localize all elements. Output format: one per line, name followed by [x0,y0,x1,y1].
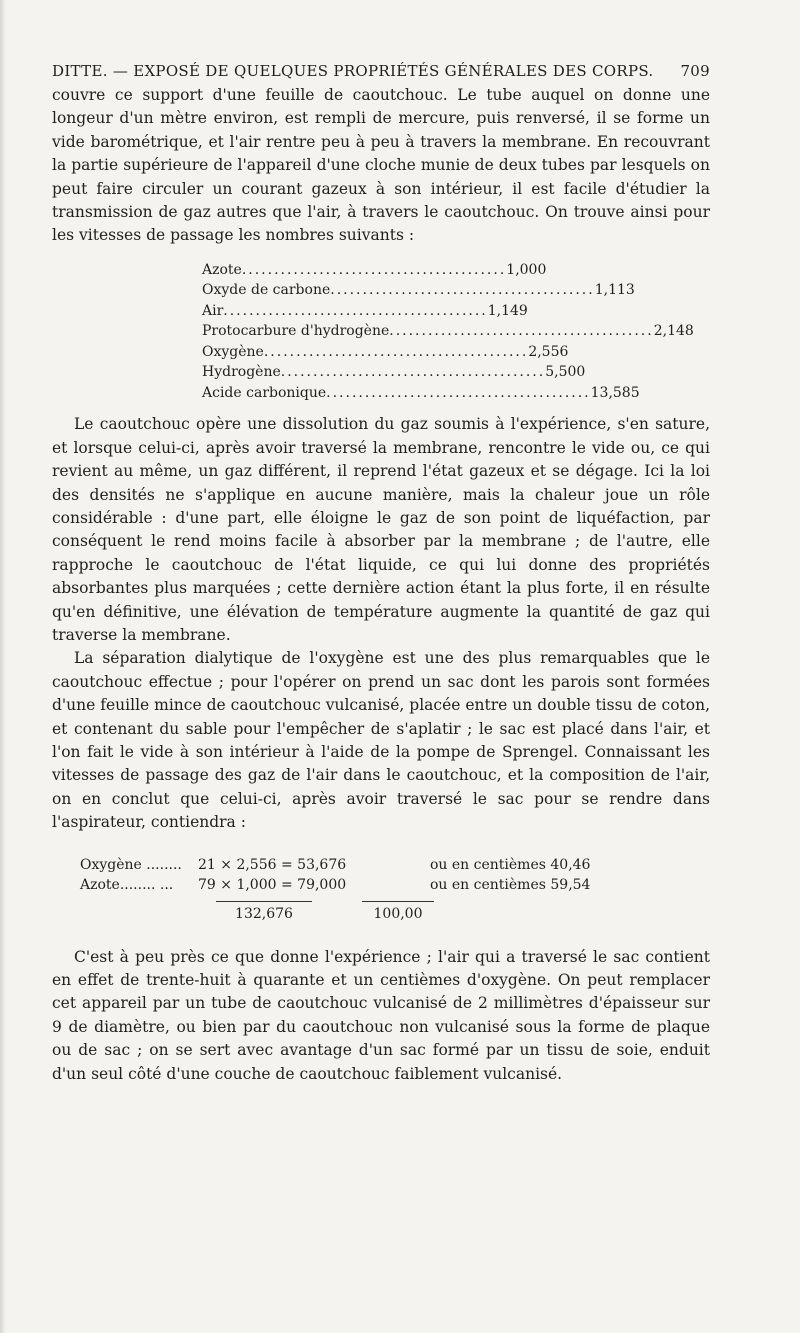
gas-name: Oxygène ........ [80,856,182,873]
page-number: 709 [680,62,710,80]
calculation: 79 × 1,000 = 79,000 [198,876,347,893]
running-title: DITTE. — EXPOSÉ DE QUELQUES PROPRIÉTÉS GÉNÉRALES DES CORPS. [52,62,654,80]
gas-name: Azote........ ... [80,876,174,893]
book-page [52,62,710,1086]
gas-name: Acide carbonique [202,384,327,401]
gas-name: Oxygène [202,343,264,360]
gas-name: Protocarbure d'hydrogène [202,323,390,340]
gas-speed: 13,585 [590,384,640,401]
gas-speeds-table [202,260,694,404]
table-row: Oxygène ......................................... 2,556 [202,342,522,363]
gas-name: Air [202,302,224,319]
table-row [80,875,700,895]
total-percentage: 100,00 [362,901,434,924]
table-row: Hydrogène ......................................... 5,500 [202,362,522,383]
paragraph-4: C'est à peu près ce que donne l'expérience ; l'air qui a traversé le sac contient en effet de trente-huit à quarante et un centièmes d'oxygène. On peut remplacer cet appareil par un tube de caoutchouc vulcanisé de 2 millimètres d'épaisseur sur 9 de diamètre, ou bien par du caoutchouc non vulcanisé sous la forme de plaque ou de sac ; on se sert avec avantage d'un sac formé par un tissu de soie, enduit d'un seul côté d'une couche de caoutchouc faiblement vulcanisé. [52,947,710,1083]
table-row: Acide carbonique ......................................... 13,585 [202,383,522,404]
paragraph-2: Le caoutchouc opère une dissolution du gaz soumis à l'expérience, s'en sature, et lorsque celui-ci, après avoir traversé la membrane, rencontre le vide ou, ce qui revient au même, un gaz différent, il reprend l'état gazeux et se dégage. Ici la loi des densités ne s'applique en aucune manière, mais la chaleur joue un rôle considérable : d'une part, elle éloigne le gaz de son point de liquéfaction, par conséquent le rend moins facile à absorber par la membrane ; de l'autre, elle rapproche le caoutchouc de l'état liquide, ce qui lui donne des propriétés absorbantes plus marquées ; cette dernière action étant la plus forte, il en résulte qu'en définitive, une élévation de température augmente la quantité de gaz qui traverse la membrane. [52,415,710,644]
table-row: Protocarbure d'hydrogène ......................................... 2,148 [202,321,522,342]
page-edge-shadow [0,0,6,1333]
table-row: Oxyde de carbone ......................................... 1,113 [202,280,522,301]
paragraph-1: couvre ce support d'une feuille de caoutchouc. Le tube auquel on donne une longeur d'un mètre environ, est rempli de mercure, puis renversé, il se forme un vide barométrique, et l'air rentre peu à peu à travers la membrane. En recouvrant la partie supérieure de l'appareil d'une cloche munie de deux tubes par lesquels on peut faire circuler un courant gazeux à son intérieur, il est facile d'étudier la transmission de gaz autres que l'air, à travers le caoutchouc. On trouve ainsi pour les vitesses de passage les nombres suivants : [52,86,710,245]
table-row [80,855,700,875]
paragraph-3: La séparation dialytique de l'oxygène est une des plus remarquables que le caoutchouc effectue ; pour l'opérer on prend un sac dont les parois sont formées d'une feuille mince de caoutchouc vulcanisé, placée entre un double tissu de coton, et contenant du sable pour l'empêcher de s'aplatir ; le sac est placé dans l'air, et l'on fait le vide à son intérieur à l'aide de la pompe de Sprengel. Connaissant les vitesses de passage des gaz de l'air dans le caoutchouc, et la composition de l'air, on en conclut que celui-ci, après avoir traversé le sac pour se rendre dans l'aspirateur, contiendra : [52,649,710,832]
percentage: ou en centièmes 59,54 [430,876,591,893]
air-composition-table [80,855,700,924]
total-calculation: 132,676 [216,901,312,924]
gas-speed: 2,556 [528,343,569,360]
running-header [52,62,710,80]
gas-name: Oxyde de carbone [202,282,331,299]
gas-speed: 1,113 [594,282,635,299]
table-row: Azote ......................................... 1,000 [202,260,522,281]
percentage: ou en centièmes 40,46 [430,856,591,873]
gas-speed: 5,500 [545,364,586,381]
calculation: 21 × 2,556 = 53,676 [198,856,347,873]
table-row: Air ......................................... 1,149 [202,301,522,322]
gas-speed: 1,149 [487,302,528,319]
gas-speed: 2,148 [653,323,694,340]
gas-speed: 1,000 [506,261,547,278]
gas-name: Azote [202,261,242,278]
gas-name: Hydrogène [202,364,281,381]
table-total-row [80,901,700,924]
